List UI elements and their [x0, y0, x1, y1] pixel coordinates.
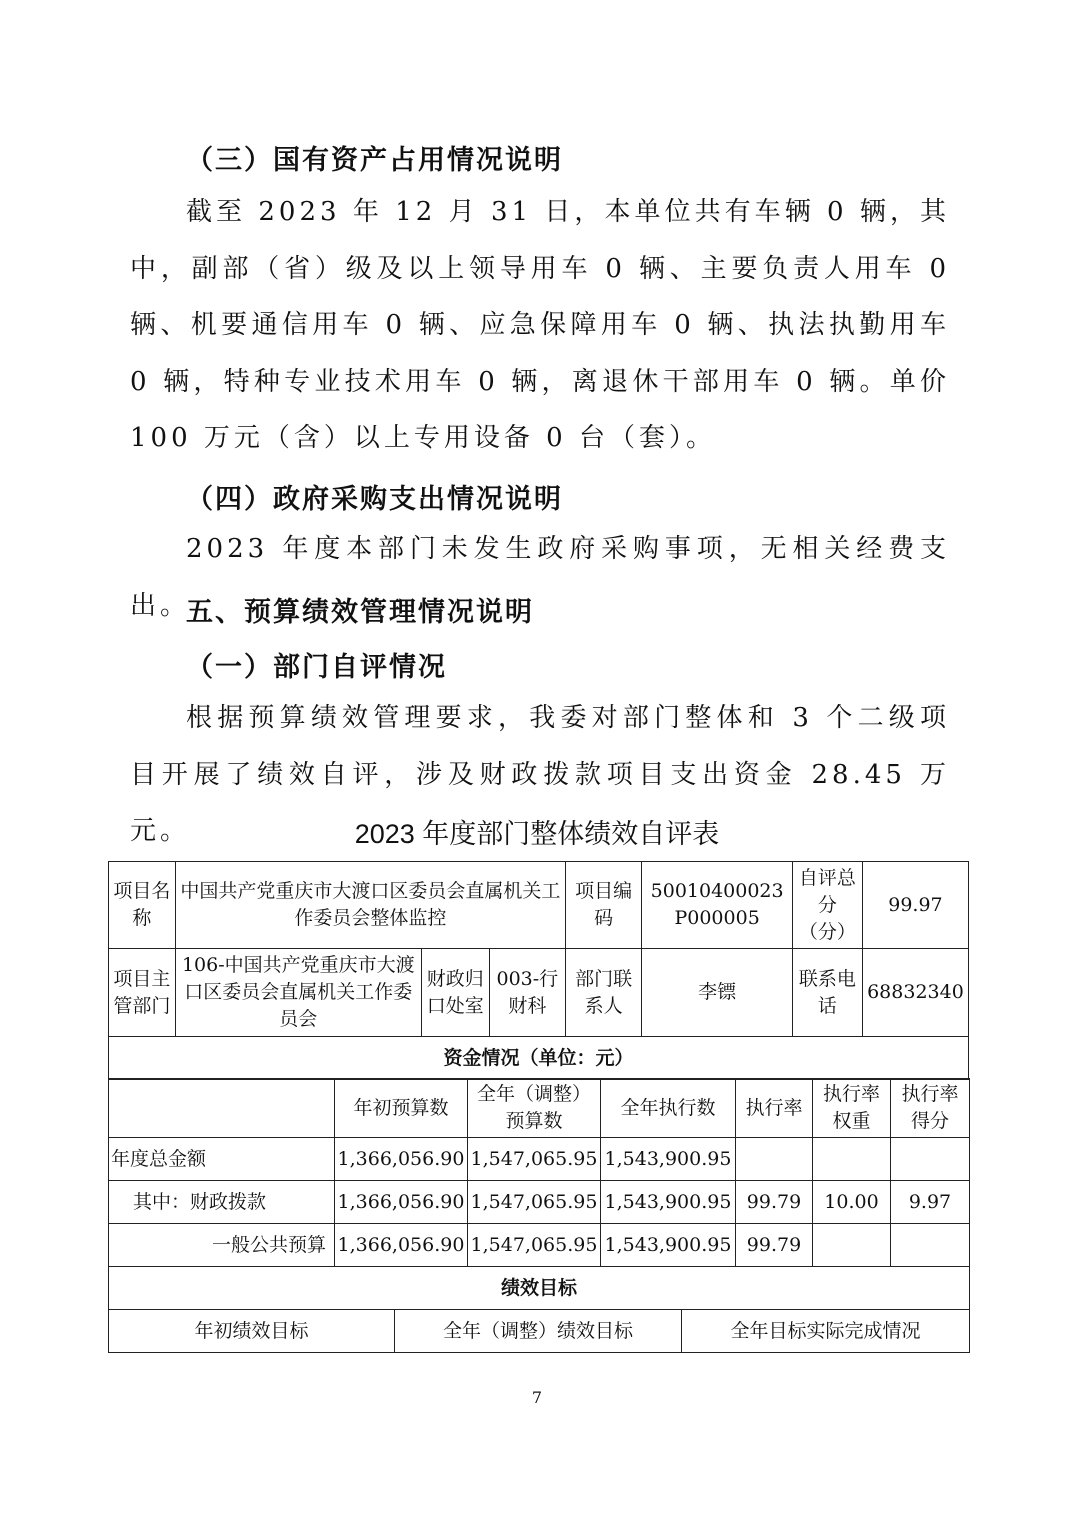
phone-value: 68832340 — [862, 949, 968, 1037]
cell-weight: 10.00 — [813, 1181, 891, 1224]
table-row — [109, 1224, 970, 1267]
heading-procurement: （四）政府采购支出情况说明 — [186, 484, 563, 515]
table-row — [109, 949, 969, 1037]
phone-label: 联系电话 — [792, 949, 862, 1037]
paragraph-assets: 截至 2023 年 12 月 31 日，本单位共有车辆 0 辆，其中，副部（省）级及以上领导用车 0 辆、主要负责人用车 0 辆、机要通信用车 0 辆、应急保障用车 0 辆、执法执勤用车 0 辆，特种专业技术用车 0 辆，离退休干部用车 0 辆。单价 100 万元（含）以上专用设备 0 台（套）。 — [130, 197, 950, 453]
self-score-value: 99.97 — [862, 862, 968, 949]
dept-label: 项目主管部门 — [109, 949, 176, 1037]
table-row — [109, 1138, 970, 1181]
col-executed: 全年执行数 — [601, 1079, 736, 1138]
finance-office-value: 003-行财科 — [489, 949, 565, 1037]
project-code-label: 项目编码 — [566, 862, 642, 949]
col-adjusted-targets: 全年（调整）绩效目标 — [395, 1310, 682, 1353]
cell-score — [891, 1138, 970, 1181]
cell-adjusted: 1,547,065.95 — [468, 1224, 601, 1267]
col-actual-completion: 全年目标实际完成情况 — [682, 1310, 970, 1353]
cell-rate: 99.79 — [736, 1224, 813, 1267]
cell-rate: 99.79 — [736, 1181, 813, 1224]
row-label: 一般公共预算 — [109, 1224, 335, 1267]
cell-initial: 1,366,056.90 — [335, 1224, 468, 1267]
cell-executed: 1,543,900.95 — [601, 1181, 736, 1224]
cell-weight — [813, 1224, 891, 1267]
col-adjusted-budget: 全年（调整）预算数 — [468, 1079, 601, 1138]
cell-executed: 1,543,900.95 — [601, 1224, 736, 1267]
col-rate-score: 执行率得分 — [891, 1079, 970, 1138]
col-rate-weight: 执行率权重 — [813, 1079, 891, 1138]
contact-label: 部门联系人 — [566, 949, 642, 1037]
cell-score — [891, 1224, 970, 1267]
table-row — [109, 1310, 970, 1353]
project-name-value: 中国共产党重庆市大渡口区委员会直属机关工作委员会整体监控 — [175, 862, 565, 949]
cell-rate — [736, 1138, 813, 1181]
cell-executed: 1,543,900.95 — [601, 1138, 736, 1181]
cell-adjusted: 1,547,065.95 — [468, 1181, 601, 1224]
col-exec-rate: 执行率 — [736, 1079, 813, 1138]
row-label: 年度总金额 — [109, 1138, 335, 1181]
project-name-label: 项目名称 — [109, 862, 176, 949]
self-score-label: 自评总分（分） — [792, 862, 862, 949]
heading-self-evaluation: （一）部门自评情况 — [186, 652, 447, 683]
table-row — [109, 1181, 970, 1224]
page-number: 7 — [531, 1388, 543, 1407]
table-row — [109, 1079, 970, 1138]
project-info-table — [108, 861, 969, 1080]
contact-value: 李镖 — [642, 949, 793, 1037]
paragraph-self-evaluation: 根据预算绩效管理要求，我委对部门整体和 3 个二级项目开展了绩效自评，涉及财政拨款项目支出资金 28.45 万元。 — [130, 703, 950, 846]
targets-section-header: 绩效目标 — [109, 1267, 970, 1310]
cell-score: 9.97 — [891, 1181, 970, 1224]
cell-weight — [813, 1138, 891, 1181]
table-row — [109, 1037, 969, 1080]
empty-header-cell — [109, 1079, 335, 1138]
heading-section-5: 五、预算绩效管理情况说明 — [186, 597, 534, 628]
cell-initial: 1,366,056.90 — [335, 1181, 468, 1224]
heading-assets: （三）国有资产占用情况说明 — [186, 145, 563, 176]
cell-adjusted: 1,547,065.95 — [468, 1138, 601, 1181]
table-row — [109, 1267, 970, 1310]
table-row — [109, 862, 969, 949]
col-initial-budget: 年初预算数 — [335, 1079, 468, 1138]
dept-value: 106-中国共产党重庆市大渡口区委员会直属机关工作委员会 — [175, 949, 421, 1037]
col-initial-targets: 年初绩效目标 — [109, 1310, 395, 1353]
row-label: 其中：财政拨款 — [109, 1181, 335, 1224]
paragraph-procurement: 2023 年度本部门未发生政府采购事项，无相关经费支出。 — [130, 534, 950, 621]
finance-office-label: 财政归口处室 — [421, 949, 489, 1037]
cell-initial: 1,366,056.90 — [335, 1138, 468, 1181]
funds-table — [108, 1078, 970, 1310]
targets-table — [108, 1309, 970, 1353]
project-code-value: 50010400023P000005 — [642, 862, 793, 949]
funds-section-header: 资金情况（单位：元） — [109, 1037, 969, 1080]
table-title: 2023 年度部门整体绩效自评表 — [354, 819, 720, 849]
